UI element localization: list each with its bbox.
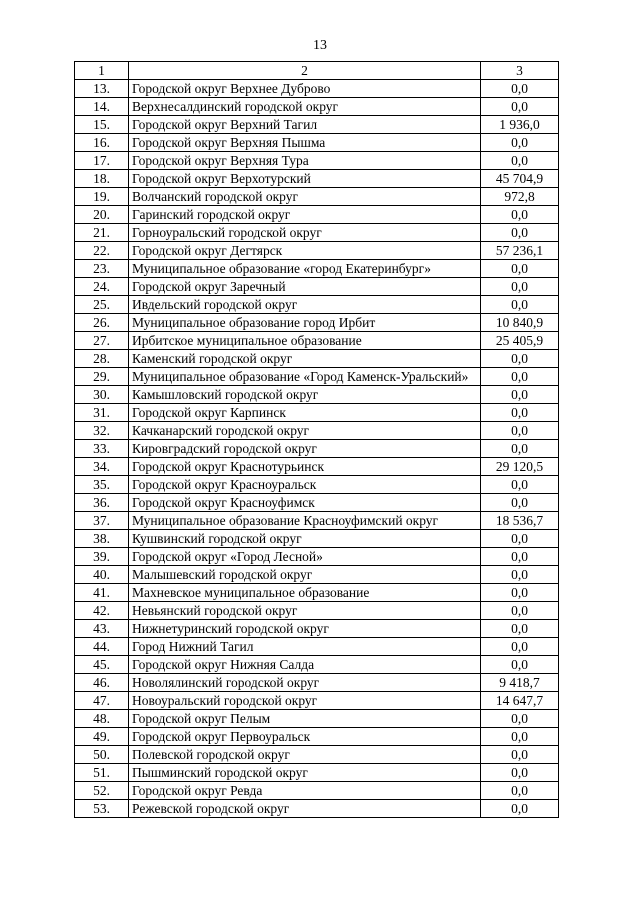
row-number: 50. xyxy=(75,746,129,764)
row-value: 45 704,9 xyxy=(481,170,559,188)
row-number: 23. xyxy=(75,260,129,278)
row-value: 0,0 xyxy=(481,422,559,440)
table-row xyxy=(75,188,559,206)
row-number: 27. xyxy=(75,332,129,350)
table-row xyxy=(75,512,559,530)
table-body xyxy=(75,80,559,818)
row-value: 18 536,7 xyxy=(481,512,559,530)
table-row xyxy=(75,530,559,548)
row-name: Гаринский городской округ xyxy=(129,206,481,224)
table-row xyxy=(75,710,559,728)
row-value: 0,0 xyxy=(481,386,559,404)
row-name: Городской округ Верхняя Пышма xyxy=(129,134,481,152)
row-value: 9 418,7 xyxy=(481,674,559,692)
table-row xyxy=(75,368,559,386)
row-value: 0,0 xyxy=(481,278,559,296)
row-number: 49. xyxy=(75,728,129,746)
row-value: 0,0 xyxy=(481,548,559,566)
row-number: 38. xyxy=(75,530,129,548)
row-number: 40. xyxy=(75,566,129,584)
header-col-1: 1 xyxy=(75,62,129,80)
table-row xyxy=(75,566,559,584)
row-name: Городской округ Верхняя Тура xyxy=(129,152,481,170)
row-name: Городской округ Верхнее Дуброво xyxy=(129,80,481,98)
row-number: 16. xyxy=(75,134,129,152)
table-row xyxy=(75,116,559,134)
row-name: Городской округ Пелым xyxy=(129,710,481,728)
row-name: Муниципальное образование Красноуфимский округ xyxy=(129,512,481,530)
table-row xyxy=(75,278,559,296)
row-name: Каменский городской округ xyxy=(129,350,481,368)
row-number: 28. xyxy=(75,350,129,368)
row-number: 20. xyxy=(75,206,129,224)
row-name: Городской округ Карпинск xyxy=(129,404,481,422)
row-value: 0,0 xyxy=(481,656,559,674)
row-name: Муниципальное образование «Город Каменск-Уральский» xyxy=(129,368,481,386)
row-value: 0,0 xyxy=(481,224,559,242)
table-row xyxy=(75,692,559,710)
row-value: 0,0 xyxy=(481,368,559,386)
row-name: Городской округ Ревда xyxy=(129,782,481,800)
row-number: 29. xyxy=(75,368,129,386)
row-value: 0,0 xyxy=(481,710,559,728)
row-value: 0,0 xyxy=(481,476,559,494)
row-value: 0,0 xyxy=(481,206,559,224)
row-name: Городской округ Верхний Тагил xyxy=(129,116,481,134)
table-row xyxy=(75,332,559,350)
row-number: 33. xyxy=(75,440,129,458)
row-name: Пышминский городской округ xyxy=(129,764,481,782)
row-value: 25 405,9 xyxy=(481,332,559,350)
row-number: 24. xyxy=(75,278,129,296)
row-name: Муниципальное образование город Ирбит xyxy=(129,314,481,332)
row-number: 15. xyxy=(75,116,129,134)
row-name: Махневское муниципальное образование xyxy=(129,584,481,602)
row-value: 14 647,7 xyxy=(481,692,559,710)
row-number: 25. xyxy=(75,296,129,314)
table-row xyxy=(75,404,559,422)
table-row xyxy=(75,242,559,260)
row-name: Верхнесалдинский городской округ xyxy=(129,98,481,116)
row-value: 0,0 xyxy=(481,584,559,602)
row-value: 0,0 xyxy=(481,260,559,278)
row-name: Качканарский городской округ xyxy=(129,422,481,440)
table-row xyxy=(75,764,559,782)
table-row xyxy=(75,386,559,404)
page-number: 13 xyxy=(313,38,327,53)
table-row xyxy=(75,350,559,368)
row-name: Городской округ Красноуфимск xyxy=(129,494,481,512)
table-row xyxy=(75,80,559,98)
table-row xyxy=(75,314,559,332)
row-number: 26. xyxy=(75,314,129,332)
row-name: Городской округ Заречный xyxy=(129,278,481,296)
row-number: 42. xyxy=(75,602,129,620)
row-name: Нижнетуринский городской округ xyxy=(129,620,481,638)
table-row xyxy=(75,206,559,224)
row-name: Городской округ Нижняя Салда xyxy=(129,656,481,674)
row-value: 0,0 xyxy=(481,404,559,422)
row-name: Городской округ Первоуральск xyxy=(129,728,481,746)
row-name: Муниципальное образование «город Екатеринбург» xyxy=(129,260,481,278)
row-name: Горноуральский городской округ xyxy=(129,224,481,242)
row-value: 0,0 xyxy=(481,494,559,512)
row-value: 972,8 xyxy=(481,188,559,206)
row-value: 0,0 xyxy=(481,728,559,746)
row-number: 45. xyxy=(75,656,129,674)
row-value: 0,0 xyxy=(481,746,559,764)
table-row xyxy=(75,260,559,278)
row-name: Городской округ Краснотурьинск xyxy=(129,458,481,476)
row-number: 14. xyxy=(75,98,129,116)
row-name: Новоуральский городской округ xyxy=(129,692,481,710)
row-name: Городской округ Верхотурский xyxy=(129,170,481,188)
row-value: 29 120,5 xyxy=(481,458,559,476)
row-value: 0,0 xyxy=(481,620,559,638)
row-number: 51. xyxy=(75,764,129,782)
row-name: Город Нижний Тагил xyxy=(129,638,481,656)
row-name: Городской округ «Город Лесной» xyxy=(129,548,481,566)
row-value: 1 936,0 xyxy=(481,116,559,134)
row-number: 46. xyxy=(75,674,129,692)
table-row xyxy=(75,98,559,116)
row-number: 37. xyxy=(75,512,129,530)
row-number: 32. xyxy=(75,422,129,440)
row-number: 43. xyxy=(75,620,129,638)
table-row xyxy=(75,296,559,314)
row-name: Городской округ Красноуральск xyxy=(129,476,481,494)
row-number: 39. xyxy=(75,548,129,566)
table-header-row xyxy=(75,62,559,80)
row-name: Кировградский городской округ xyxy=(129,440,481,458)
table-row xyxy=(75,584,559,602)
table-row xyxy=(75,674,559,692)
table-row xyxy=(75,728,559,746)
row-name: Режевской городской округ xyxy=(129,800,481,818)
row-value: 57 236,1 xyxy=(481,242,559,260)
row-number: 19. xyxy=(75,188,129,206)
row-value: 0,0 xyxy=(481,98,559,116)
row-value: 0,0 xyxy=(481,530,559,548)
row-number: 22. xyxy=(75,242,129,260)
row-number: 21. xyxy=(75,224,129,242)
table-row xyxy=(75,638,559,656)
row-name: Кушвинский городской округ xyxy=(129,530,481,548)
table-row xyxy=(75,548,559,566)
row-number: 44. xyxy=(75,638,129,656)
row-number: 53. xyxy=(75,800,129,818)
row-value: 0,0 xyxy=(481,152,559,170)
row-value: 0,0 xyxy=(481,602,559,620)
row-name: Волчанский городской округ xyxy=(129,188,481,206)
row-value: 0,0 xyxy=(481,782,559,800)
row-number: 30. xyxy=(75,386,129,404)
table-row xyxy=(75,800,559,818)
row-number: 41. xyxy=(75,584,129,602)
row-value: 0,0 xyxy=(481,638,559,656)
table-row xyxy=(75,494,559,512)
row-number: 17. xyxy=(75,152,129,170)
row-value: 10 840,9 xyxy=(481,314,559,332)
table-row xyxy=(75,656,559,674)
data-table xyxy=(74,61,559,818)
table-row xyxy=(75,152,559,170)
table-row xyxy=(75,620,559,638)
table-row xyxy=(75,602,559,620)
row-number: 35. xyxy=(75,476,129,494)
table-row xyxy=(75,458,559,476)
table-row xyxy=(75,224,559,242)
header-col-2: 2 xyxy=(129,62,481,80)
table-row xyxy=(75,134,559,152)
row-name: Новолялинский городской округ xyxy=(129,674,481,692)
table-row xyxy=(75,746,559,764)
table-row xyxy=(75,476,559,494)
row-name: Малышевский городской округ xyxy=(129,566,481,584)
row-value: 0,0 xyxy=(481,800,559,818)
row-number: 47. xyxy=(75,692,129,710)
row-number: 18. xyxy=(75,170,129,188)
table-row xyxy=(75,440,559,458)
row-name: Городской округ Дегтярск xyxy=(129,242,481,260)
row-number: 13. xyxy=(75,80,129,98)
row-value: 0,0 xyxy=(481,296,559,314)
row-value: 0,0 xyxy=(481,80,559,98)
table-row xyxy=(75,782,559,800)
table-row xyxy=(75,422,559,440)
row-value: 0,0 xyxy=(481,764,559,782)
header-col-3: 3 xyxy=(481,62,559,80)
row-name: Камышловский городской округ xyxy=(129,386,481,404)
row-number: 31. xyxy=(75,404,129,422)
table-row xyxy=(75,170,559,188)
row-value: 0,0 xyxy=(481,566,559,584)
row-name: Ивдельский городской округ xyxy=(129,296,481,314)
row-number: 34. xyxy=(75,458,129,476)
row-number: 36. xyxy=(75,494,129,512)
row-number: 48. xyxy=(75,710,129,728)
row-name: Полевской городской округ xyxy=(129,746,481,764)
row-value: 0,0 xyxy=(481,350,559,368)
row-number: 52. xyxy=(75,782,129,800)
row-value: 0,0 xyxy=(481,134,559,152)
row-name: Ирбитское муниципальное образование xyxy=(129,332,481,350)
row-value: 0,0 xyxy=(481,440,559,458)
row-name: Невьянский городской округ xyxy=(129,602,481,620)
